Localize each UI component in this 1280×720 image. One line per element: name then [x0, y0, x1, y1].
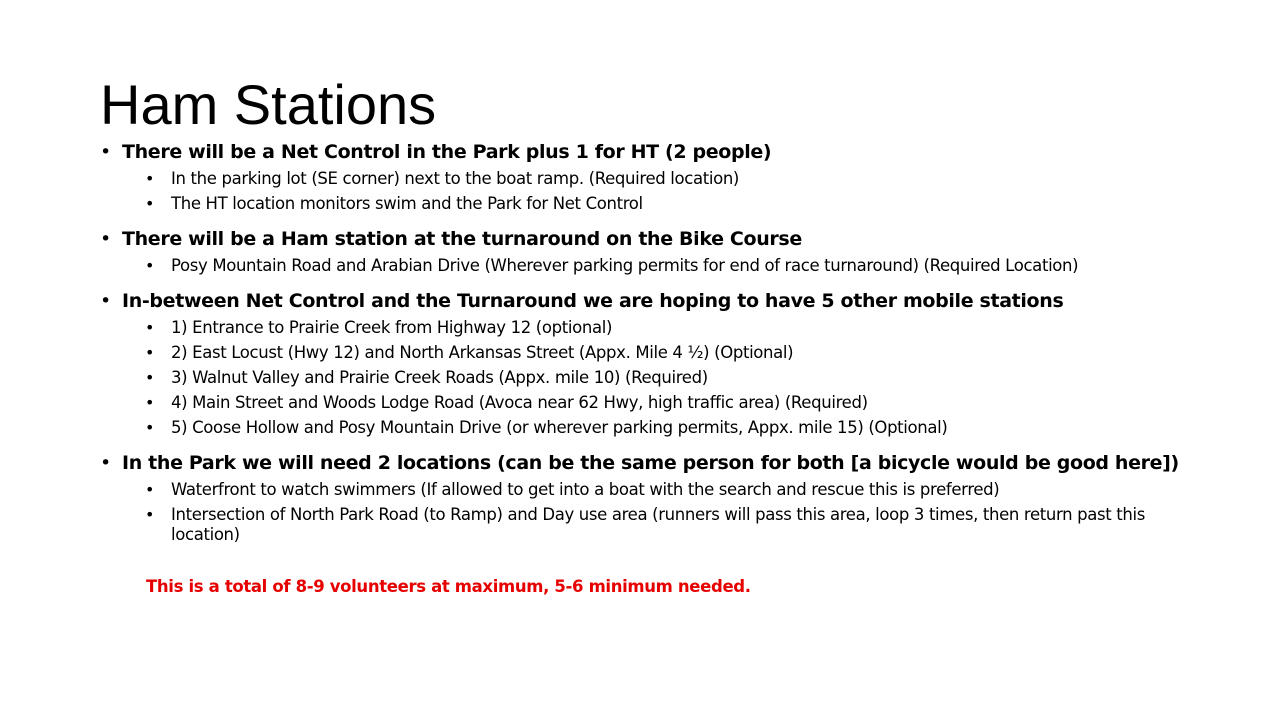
sub-bullet-text: Posy Mountain Road and Arabian Drive (Wherever parking permits for end of race turnaround) (Required Location): [171, 256, 1079, 275]
bullet-icon: •: [145, 418, 155, 437]
sub-bullet-item: [100, 256, 1200, 276]
bullet-icon: •: [145, 480, 155, 499]
bullet-icon: •: [145, 256, 155, 275]
sub-bullet-text: Intersection of North Park Road (to Ramp) and Day use area (runners will pass this area, loop 3 times, then return past this location): [171, 505, 1145, 544]
summary-note: This is a total of 8-9 volunteers at maximum, 5-6 minimum needed.: [146, 577, 751, 596]
slide-title: Ham Stations: [100, 73, 437, 136]
bullet-text: There will be a Ham station at the turnaround on the Bike Course: [122, 228, 802, 250]
bullet-icon: •: [145, 194, 155, 213]
sub-bullet-item: [100, 318, 1200, 338]
sub-bullet-text: The HT location monitors swim and the Park for Net Control: [171, 194, 643, 213]
sub-bullet-text: 2) East Locust (Hwy 12) and North Arkansas Street (Appx. Mile 4 ½) (Optional): [171, 343, 794, 362]
bullet-item: [100, 228, 1200, 250]
bullet-icon: •: [145, 343, 155, 362]
bullet-icon: •: [100, 228, 111, 250]
sub-bullet-item: [100, 194, 1200, 214]
bullet-text: In the Park we will need 2 locations (can be the same person for both [a bicycle would be good here]): [122, 452, 1179, 474]
bullet-icon: •: [145, 169, 155, 188]
slide-body: [100, 141, 1200, 597]
bullet-icon: •: [145, 505, 155, 524]
sub-bullet-text: 3) Walnut Valley and Prairie Creek Roads (Appx. mile 10) (Required): [171, 368, 708, 387]
sub-bullet-item: [100, 343, 1200, 363]
sub-bullet-item: [100, 505, 1200, 545]
bullet-icon: •: [145, 368, 155, 387]
sub-bullet-item: [100, 169, 1200, 189]
bullet-text: There will be a Net Control in the Park plus 1 for HT (2 people): [122, 141, 772, 163]
bullet-icon: •: [100, 290, 111, 312]
bullet-text: In-between Net Control and the Turnaround we are hoping to have 5 other mobile stations: [122, 290, 1064, 312]
sub-bullet-text: 5) Coose Hollow and Posy Mountain Drive (or wherever parking permits, Appx. mile 15) (Optional): [171, 418, 948, 437]
sub-bullet-text: Waterfront to watch swimmers (If allowed to get into a boat with the search and rescue this is preferred): [171, 480, 1000, 499]
bullet-item: [100, 141, 1200, 163]
sub-bullet-item: [100, 418, 1200, 438]
sub-bullet-text: 1) Entrance to Prairie Creek from Highway 12 (optional): [171, 318, 613, 337]
sub-bullet-text: 4) Main Street and Woods Lodge Road (Avoca near 62 Hwy, high traffic area) (Required): [171, 393, 868, 412]
bullet-icon: •: [145, 318, 155, 337]
sub-bullet-text: In the parking lot (SE corner) next to the boat ramp. (Required location): [171, 169, 740, 188]
sub-bullet-item: [100, 368, 1200, 388]
bullet-icon: •: [100, 452, 111, 474]
bullet-icon: •: [100, 141, 111, 163]
bullet-item: [100, 290, 1200, 312]
bullet-icon: •: [145, 393, 155, 412]
sub-bullet-item: [100, 480, 1200, 500]
sub-bullet-item: [100, 393, 1200, 413]
bullet-item: [100, 452, 1200, 474]
